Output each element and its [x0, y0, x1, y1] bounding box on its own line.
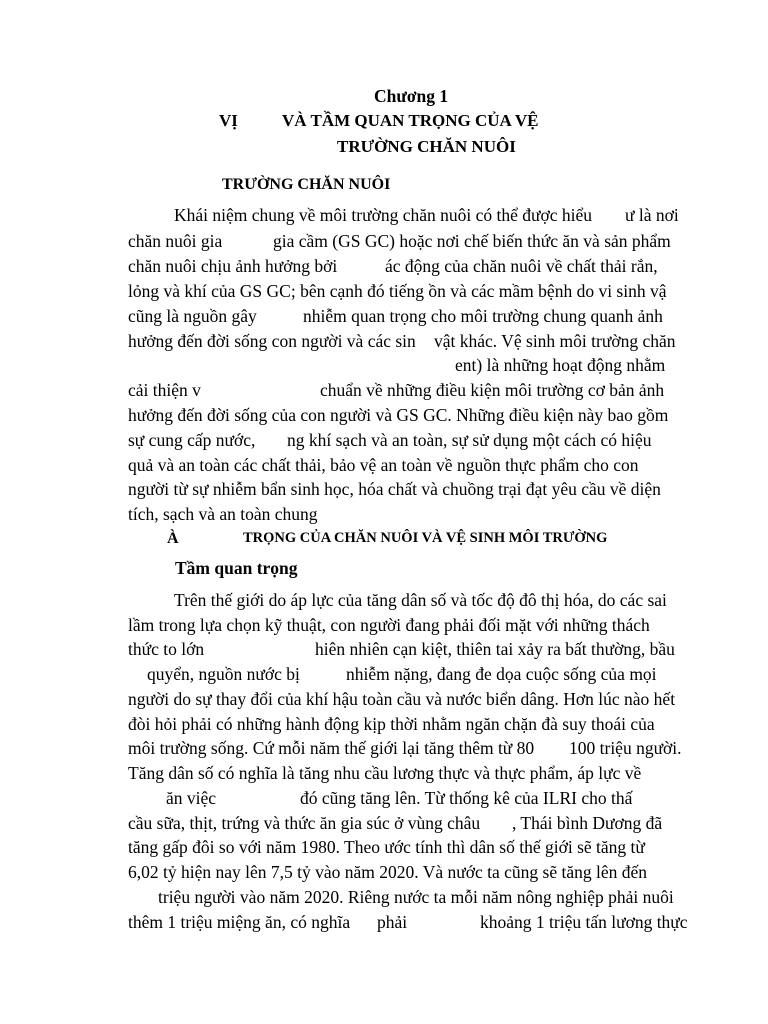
body-line: Trên thế giới do áp lực của tăng dân số và tốc độ đô thị hóa, do các sai — [174, 590, 667, 610]
body-line: lỏng và khí của GS GC; bên cạnh đó tiếng ồn và các mầm bệnh do vi sinh vậ — [128, 281, 667, 301]
body-line: ent) là những hoạt động nhằm — [455, 355, 666, 375]
body-line: chăn nuôi chịu ảnh hưởng bởi — [128, 256, 338, 276]
body-line: môi trường sống. Cứ mỗi năm thế giới lại tăng thêm từ 80 — [128, 738, 535, 758]
body-line: nhiễm quan trọng cho môi trường chung quanh ảnh — [303, 306, 663, 326]
body-line: ác động của chăn nuôi về chất thải rắn, — [385, 256, 658, 276]
body-line: khoảng 1 triệu tấn lương thực — [480, 912, 688, 932]
body-line: ăn việc — [166, 788, 217, 808]
chapter-title-part-1: VỊ — [219, 111, 238, 130]
body-line: hưởng đến đời sống con người và các sin — [128, 331, 416, 351]
body-line: hưởng đến đời sống của con người và GS GC. Những điều kiện này bao gồm — [128, 405, 669, 425]
body-line: sự cung cấp nước, — [128, 430, 256, 450]
body-line: tích, sạch và an toàn chung — [128, 504, 318, 524]
body-line: 6,02 tỷ hiện nay lên 7,5 tỷ vào năm 2020. Và nước ta cũng sẽ tăng lên đến — [128, 862, 647, 882]
body-line: gia cầm (GS GC) hoặc nơi chế biến thức ăn và sản phẩm — [273, 231, 671, 251]
body-line: ng khí sạch và an toàn, sự sử dụng một cách có hiệu — [287, 430, 652, 450]
chapter-title-line-2: TRƯỜNG CHĂN NUÔI — [337, 137, 516, 156]
body-line: người từ sự nhiễm bẩn sinh học, hóa chất và chuồng trại đạt yêu cầu về diện — [128, 479, 661, 499]
body-line: người do sự thay đổi của khí hậu toàn cầu và nước biển dâng. Hơn lúc nào hết — [128, 689, 676, 709]
body-line: phải — [377, 912, 408, 932]
body-line: đó cũng tăng lên. Từ thống kê của ILRI cho thấ — [300, 788, 633, 808]
subsection-heading: Tầm quan trọng — [175, 558, 298, 578]
body-line: thêm 1 triệu miệng ăn, có nghĩa — [128, 912, 351, 932]
body-line: thức to lớn — [128, 639, 205, 659]
chapter-label: Chương 1 — [374, 86, 449, 106]
body-line: , Thái bình Dương đã — [512, 813, 663, 833]
body-line: ư là nơi — [625, 205, 679, 225]
body-line: vật khác. Vệ sinh môi trường chăn — [434, 331, 676, 351]
section-heading-2-part-1: À — [167, 530, 179, 547]
chapter-title-part-2: VÀ TẦM QUAN TRỌNG CỦA VỆ — [282, 111, 539, 130]
body-line: 100 triệu người. — [569, 738, 682, 758]
section-heading-2-part-2: TRỌNG CỦA CHĂN NUÔI VÀ VỆ SINH MÔI TRƯỜNG — [243, 530, 608, 546]
body-line: nhiễm nặng, đang đe dọa cuộc sống của mọi — [346, 664, 657, 684]
body-line: chuẩn về những điều kiện môi trường cơ bản ảnh — [320, 380, 665, 400]
body-line: Tăng dân số có nghĩa là tăng nhu cầu lương thực và thực phẩm, áp lực về — [128, 763, 642, 783]
body-line: cầu sữa, thịt, trứng và thức ăn gia súc ở vùng châu — [128, 813, 481, 833]
body-line: tăng gấp đôi so với năm 1980. Theo ước tính thì dân số thế giới sẽ tăng từ — [128, 837, 645, 857]
body-line: chăn nuôi gia — [128, 231, 223, 251]
body-line: đòi hỏi phải có những hành động kịp thời nhằm ngăn chặn đà suy thoái của — [128, 714, 655, 734]
body-line: lầm trong lựa chọn kỹ thuật, con người đang phải đối mặt với những thách — [128, 615, 650, 635]
body-line: Khái niệm chung về môi trường chăn nuôi có thể được hiểu — [174, 205, 593, 225]
body-line: triệu người vào năm 2020. Riêng nước ta mỗi năm nông nghiệp phải nuôi — [158, 887, 674, 907]
body-line: cũng là nguồn gây — [128, 306, 257, 326]
body-line: hiên nhiên cạn kiệt, thiên tai xảy ra bất thường, bầu — [315, 639, 675, 659]
body-line: cải thiện v — [128, 380, 201, 400]
body-line: quả và an toàn các chất thải, bảo vệ an toàn về nguồn thực phẩm cho con — [128, 455, 639, 475]
body-line: quyển, nguồn nước bị — [147, 664, 300, 684]
section-heading-1: TRƯỜNG CHĂN NUÔI — [222, 176, 391, 193]
